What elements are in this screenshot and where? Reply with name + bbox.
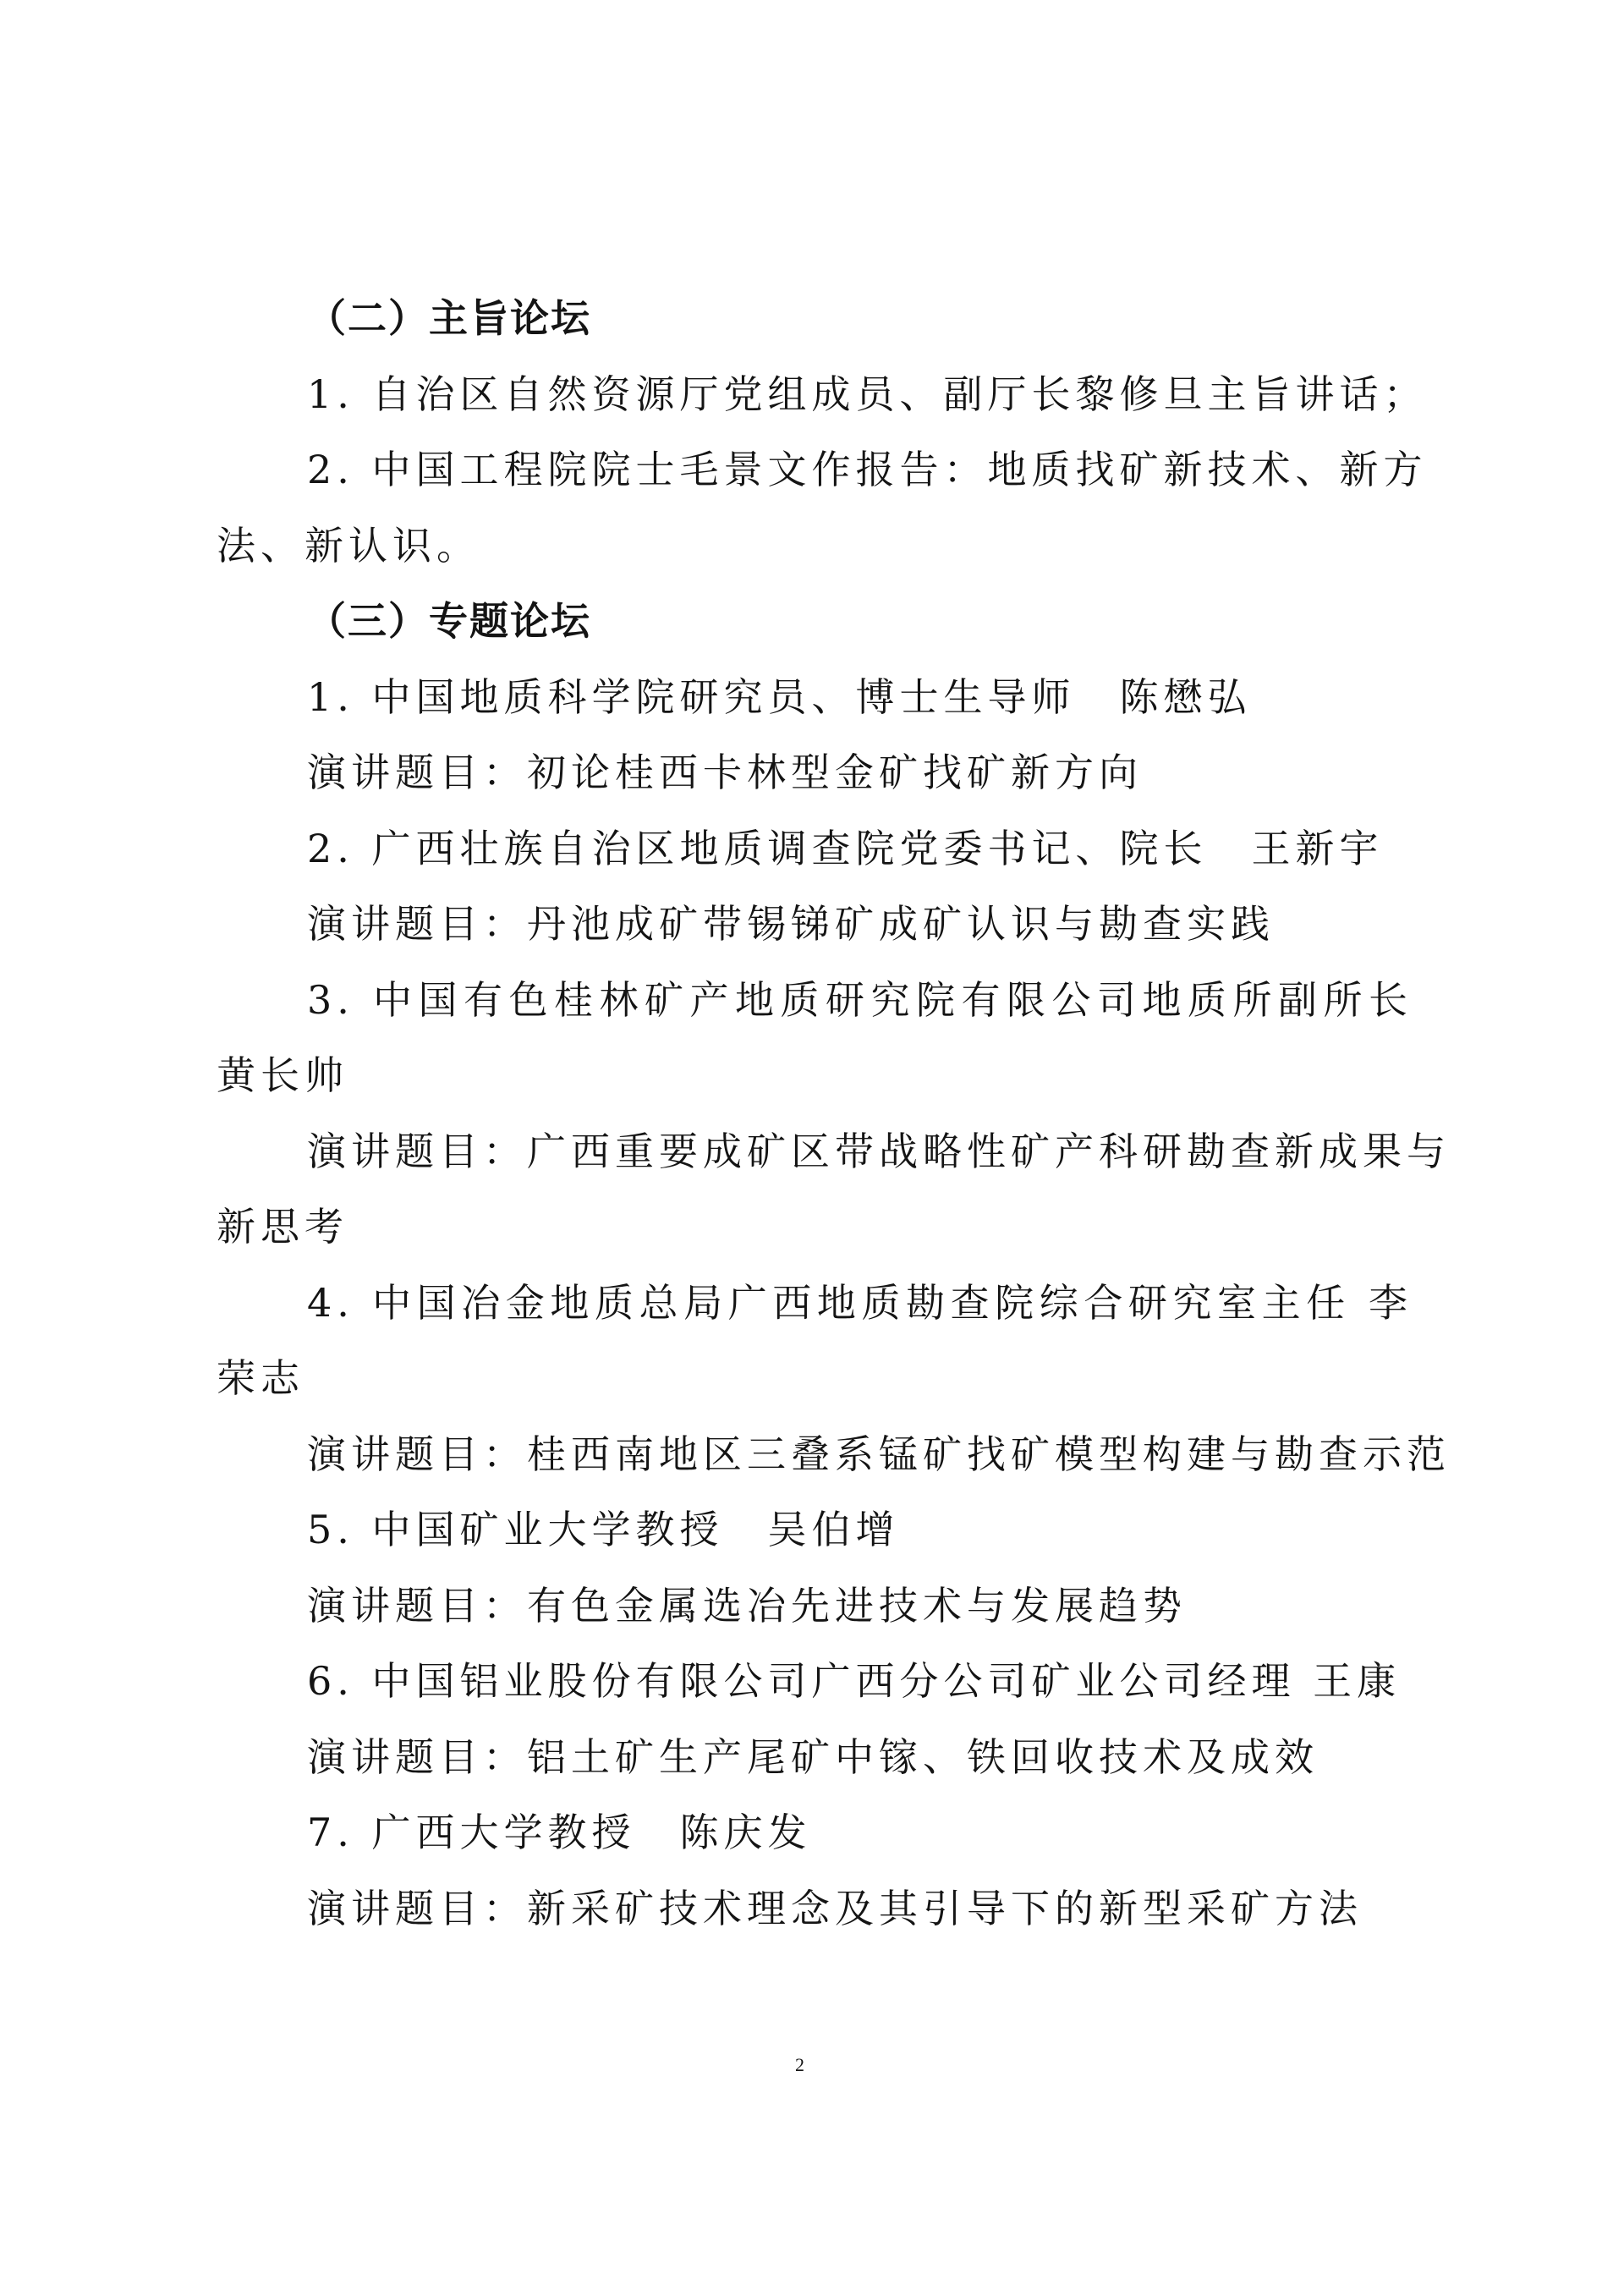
keynote-item-1: 1. 自治区自然资源厅党组成员、副厅长黎修旦主旨讲话； bbox=[307, 371, 1428, 417]
speech-title-7: 演讲题目：新采矿技术理念及其引导下的新型采矿方法 bbox=[307, 1885, 1363, 1931]
speaker-1: 1. 中国地质科学院研究员、博士生导师 陈懋弘 bbox=[307, 673, 1252, 720]
speaker-2: 2. 广西壮族自治区地质调查院党委书记、院长 王新宇 bbox=[307, 825, 1384, 871]
speaker-3: 3. 中国有色桂林矿产地质研究院有限公司地质所副所长 bbox=[307, 976, 1413, 1023]
speech-title-5: 演讲题目：有色金属选冶先进技术与发展趋势 bbox=[307, 1582, 1187, 1629]
speaker-5: 5. 中国矿业大学教授 吴伯增 bbox=[307, 1507, 900, 1552]
speech-title-2: 演讲题目：丹池成矿带锡锑矿成矿认识与勘查实践 bbox=[307, 901, 1275, 947]
speech-title-3-continued: 新思考 bbox=[217, 1204, 348, 1250]
speaker-3-name: 黄长帅 bbox=[217, 1052, 348, 1098]
speaker-7: 7. 广西大学教授 陈庆发 bbox=[307, 1810, 812, 1855]
speaker-4-name: 荣志 bbox=[217, 1355, 304, 1401]
speaker-4: 4. 中国冶金地质总局广西地质勘查院综合研究室主任 李 bbox=[307, 1279, 1413, 1326]
section-heading-special-forum: （三）专题论坛 bbox=[307, 598, 591, 644]
speech-title-3: 演讲题目：广西重要成矿区带战略性矿产科研勘查新成果与 bbox=[307, 1128, 1451, 1174]
keynote-item-2-continued: 法、新认识。 bbox=[217, 522, 480, 569]
speech-title-4: 演讲题目：桂西南地区三叠系锰矿找矿模型构建与勘查示范 bbox=[307, 1431, 1451, 1477]
speaker-6: 6. 中国铝业股份有限公司广西分公司矿业公司经理 王康 bbox=[307, 1658, 1402, 1704]
section-heading-keynote-forum: （二）主旨论坛 bbox=[307, 295, 591, 341]
keynote-item-2: 2. 中国工程院院士毛景文作报告：地质找矿新技术、新方 bbox=[307, 447, 1428, 492]
page-number: 2 bbox=[795, 2054, 804, 2075]
document-body bbox=[217, 281, 1451, 1947]
speech-title-6: 演讲题目：铝土矿生产尾矿中镓、铁回收技术及成效 bbox=[307, 1733, 1319, 1780]
speech-title-1: 演讲题目：初论桂西卡林型金矿找矿新方向 bbox=[307, 750, 1143, 795]
